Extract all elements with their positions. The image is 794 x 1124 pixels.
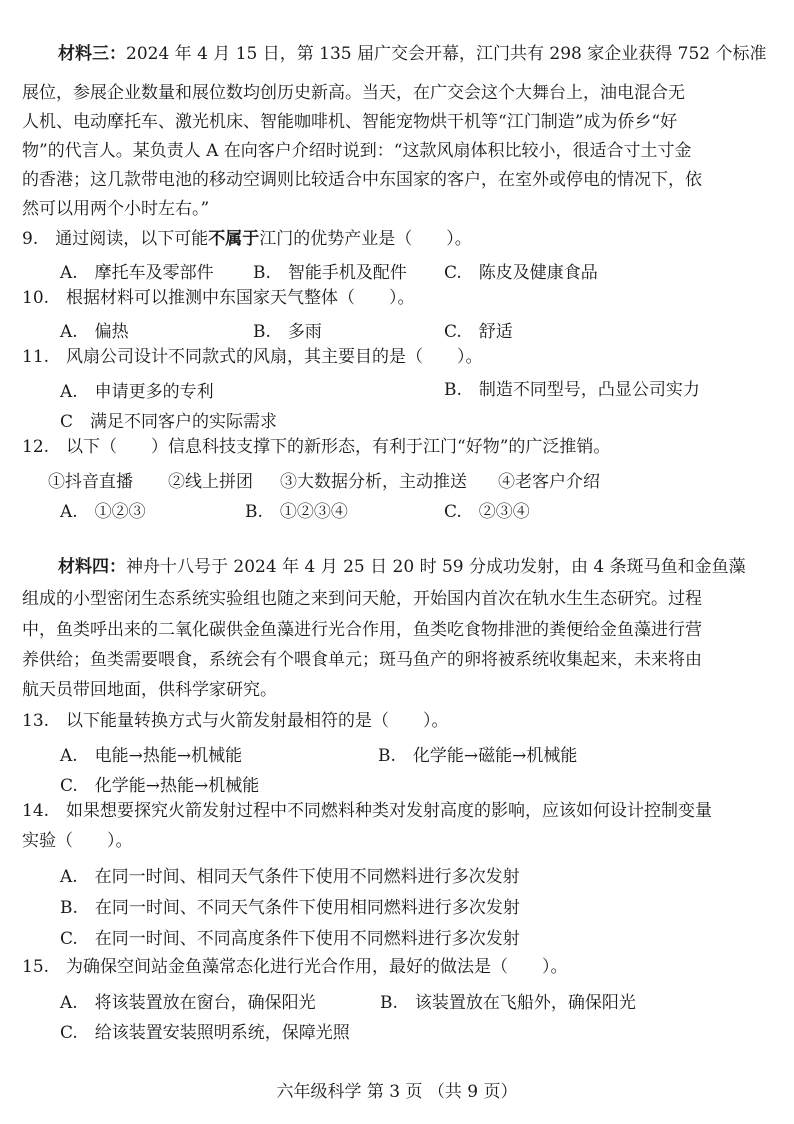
q14-stem-line-2: 实验（ ）。 [22,831,133,851]
material4-text-1: 神舟十八号于 2024 年 4 月 25 日 20 时 59 分成功发射，由 4 条斑马鱼和金鱼藻 [126,557,746,577]
q12-option-b: B. ①②③④ [245,502,348,522]
q10-option-b: B. 多雨 [253,322,322,342]
material3-label: 材料三： [58,44,126,64]
q14-option-a: A. 在同一时间、相同天气条件下使用不同燃料进行多次发射 [60,867,520,887]
q9-option-a: A. 摩托车及零部件 [60,263,214,283]
q9-stem-emphasis: 不属于 [208,229,260,249]
q9-option-c: C. 陈皮及健康食品 [444,263,598,283]
q15-option-c: C. 给该装置安装照明系统，保障光照 [60,1023,350,1043]
q14-stem-line-1: 14. 如果想要探究火箭发射过程中不同燃料种类对发射高度的影响，应该如何设计控制变量 [22,801,713,821]
q11-option-c: C 满足不同客户的实际需求 [60,412,278,432]
material3-line-3: 人机、电动摩托车、激光机床、智能咖啡机、智能宠物烘干机等“江门制造”成为侨乡“好 [22,112,678,132]
q12-option-c: C. ②③④ [444,502,530,522]
material3-line-1 [58,44,767,64]
q12-option-a: A. ①②③ [60,502,146,522]
q10-option-a: A. 偏热 [60,322,129,342]
q13-option-c: C. 化学能→热能→机械能 [60,776,260,796]
page-footer: 六年级科学 第 3 页 （共 9 页） [276,1082,518,1102]
material3-text-1: 2024 年 4 月 15 日，第 135 届广交会开幕，江门共有 298 家企业获得 752 个标准 [126,44,767,64]
material4-line-1 [58,557,746,577]
material4-line-4: 养供给；鱼类需要喂食，系统会有个喂食单元；斑马鱼产的卵将被系统收集起来，未来将由 [22,650,702,670]
q15-option-a: A. 将该装置放在窗台，确保阳光 [60,993,316,1013]
material4-label: 材料四： [58,557,126,577]
q12-item-1: ①抖音直播 [48,472,133,492]
q9-stem-pre: 9. 通过阅读，以下可能 [22,229,209,249]
q15-option-b: B. 该装置放在飞船外，确保阳光 [380,993,636,1013]
material3-line-4: 物”的代言人。某负责人 A 在向客户介绍时说到：“这款风扇体积比较小，很适合寸土寸金 [22,141,692,161]
material3-line-5: 的香港；这几款带电池的移动空调则比较适合中东国家的客户，在室外或停电的情况下，依 [22,170,702,190]
q12-item-2: ②线上拼团 [168,472,253,492]
q11-option-a: A. 申请更多的专利 [60,382,214,402]
q10-option-c: C. 舒适 [444,322,513,342]
q9-stem-post: 江门的优势产业是（ ）。 [259,229,472,249]
q15-stem: 15. 为确保空间站金鱼藻常态化进行光合作用，最好的做法是（ ）。 [22,957,568,977]
q9-stem [22,229,472,249]
material3-line-6: 然可以用两个小时左右。” [22,199,210,219]
q13-option-a: A. 电能→热能→机械能 [60,746,243,766]
q14-option-b: B. 在同一时间、不同天气条件下使用相同燃料进行多次发射 [60,898,520,918]
q13-stem: 13. 以下能量转换方式与火箭发射最相符的是（ ）。 [22,711,449,731]
material4-line-3: 中，鱼类呼出来的二氧化碳供金鱼藻进行光合作用，鱼类吃食物排泄的粪便给金鱼藻进行营 [22,620,702,640]
q12-stem: 12. 以下（ ）信息科技支撑下的新形态，有利于江门“好物”的广泛推销。 [22,437,611,457]
q11-option-b: B. 制造不同型号，凸显公司实力 [444,380,700,400]
q13-option-b: B. 化学能→磁能→机械能 [378,746,578,766]
q10-stem: 10. 根据材料可以推测中东国家天气整体（ ）。 [22,288,415,308]
q14-option-c: C. 在同一时间、不同高度条件下使用不同燃料进行多次发射 [60,929,520,949]
material4-line-2: 组成的小型密闭生态系统实验组也随之来到问天舱，开始国内首次在轨水生生态研究。过程 [22,589,702,609]
q11-stem: 11. 风扇公司设计不同款式的风扇，其主要目的是（ ）。 [22,347,483,367]
q12-item-4: ④老客户介绍 [498,472,600,492]
material3-line-2: 展位，参展企业数量和展位数均创历史新高。当天，在广交会这个大舞台上，油电混合无 [22,83,685,103]
q12-item-3: ③大数据分析，主动推送 [280,472,467,492]
q9-option-b: B. 智能手机及配件 [253,263,407,283]
material4-line-5: 航天员带回地面，供科学家研究。 [22,680,277,700]
